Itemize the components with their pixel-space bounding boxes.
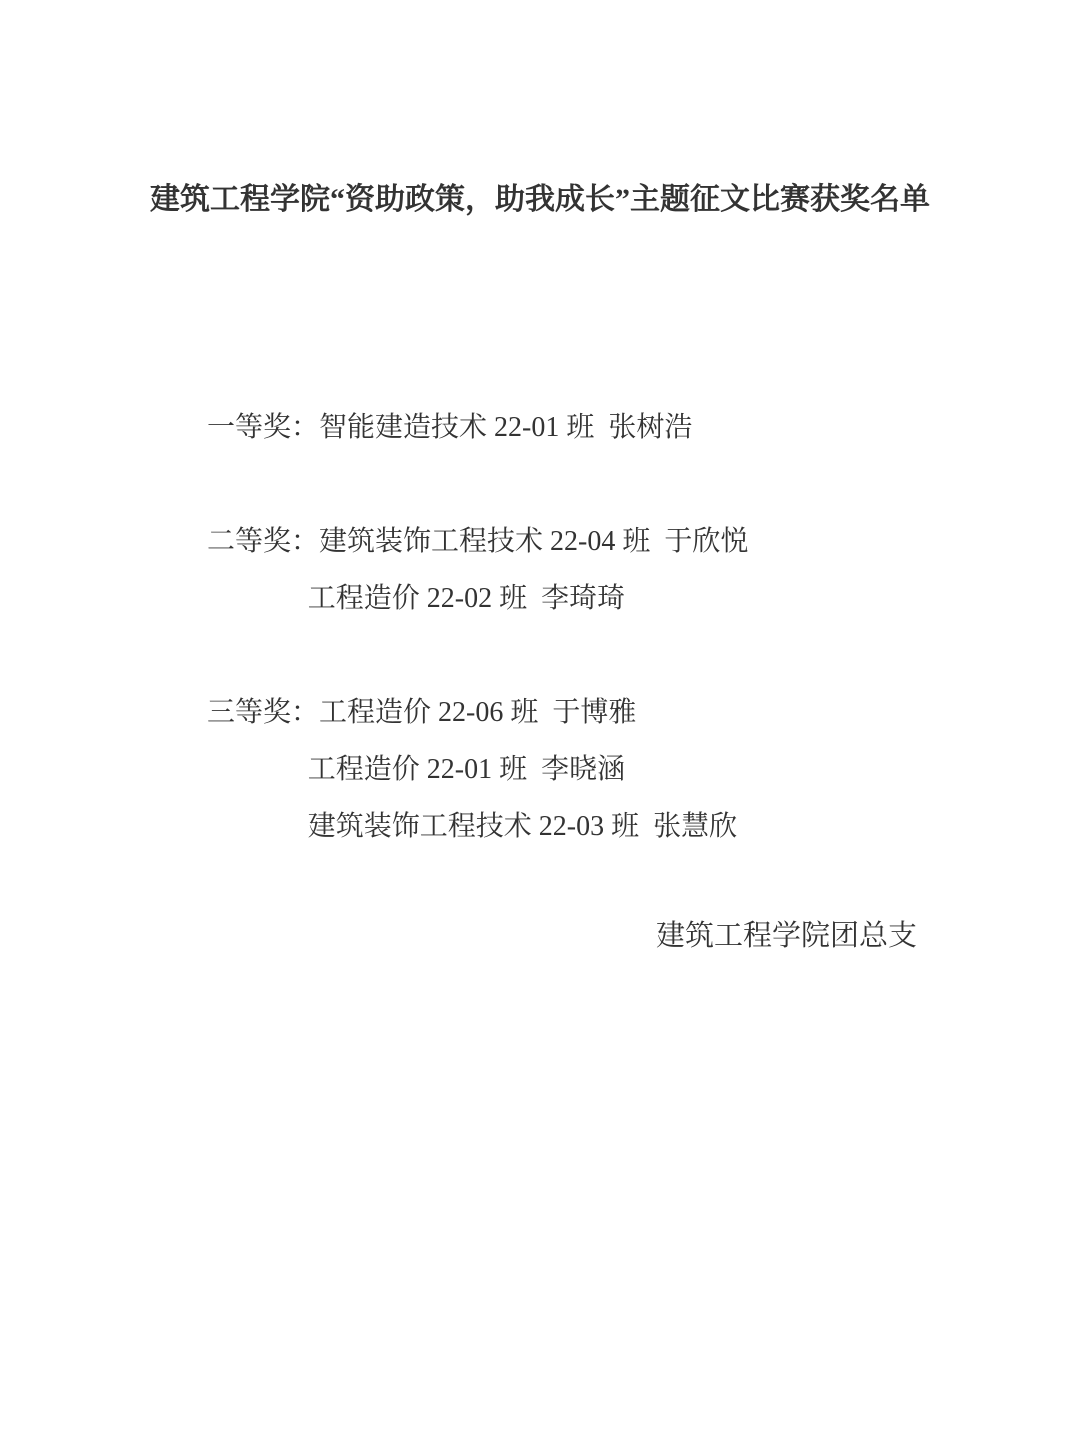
signature: 建筑工程学院团总支 (655, 920, 917, 952)
second-prize-entry: 工程造价 22-02 班 李琦琦 (307, 583, 626, 614)
award-section-third-prize (165, 627, 1020, 842)
second-prize-entry: 建筑装饰工程技术 22-04 班 于欣悦 (319, 526, 749, 557)
award-section-second-prize (165, 456, 1020, 614)
document-title: 建筑工程学院“资助政策，助我成长”主题征文比赛获奖名单 (150, 183, 930, 216)
third-prize-entry: 建筑装饰工程技术 22-03 班 张慧欣 (307, 811, 738, 842)
third-prize-entry: 工程造价 22-01 班 李晓涵 (307, 754, 626, 785)
second-prize-label: 二等奖： (207, 526, 320, 557)
third-prize-label: 三等奖： (207, 697, 320, 728)
award-line (165, 342, 1020, 443)
first-prize-entry: 智能建造技术 22-01 班 张树浩 (319, 412, 693, 443)
award-line (165, 456, 1020, 557)
award-section-first-prize (165, 342, 1020, 443)
award-line (165, 627, 1020, 728)
first-prize-label: 一等奖： (207, 412, 320, 443)
third-prize-entry: 工程造价 22-06 班 于博雅 (319, 697, 637, 728)
